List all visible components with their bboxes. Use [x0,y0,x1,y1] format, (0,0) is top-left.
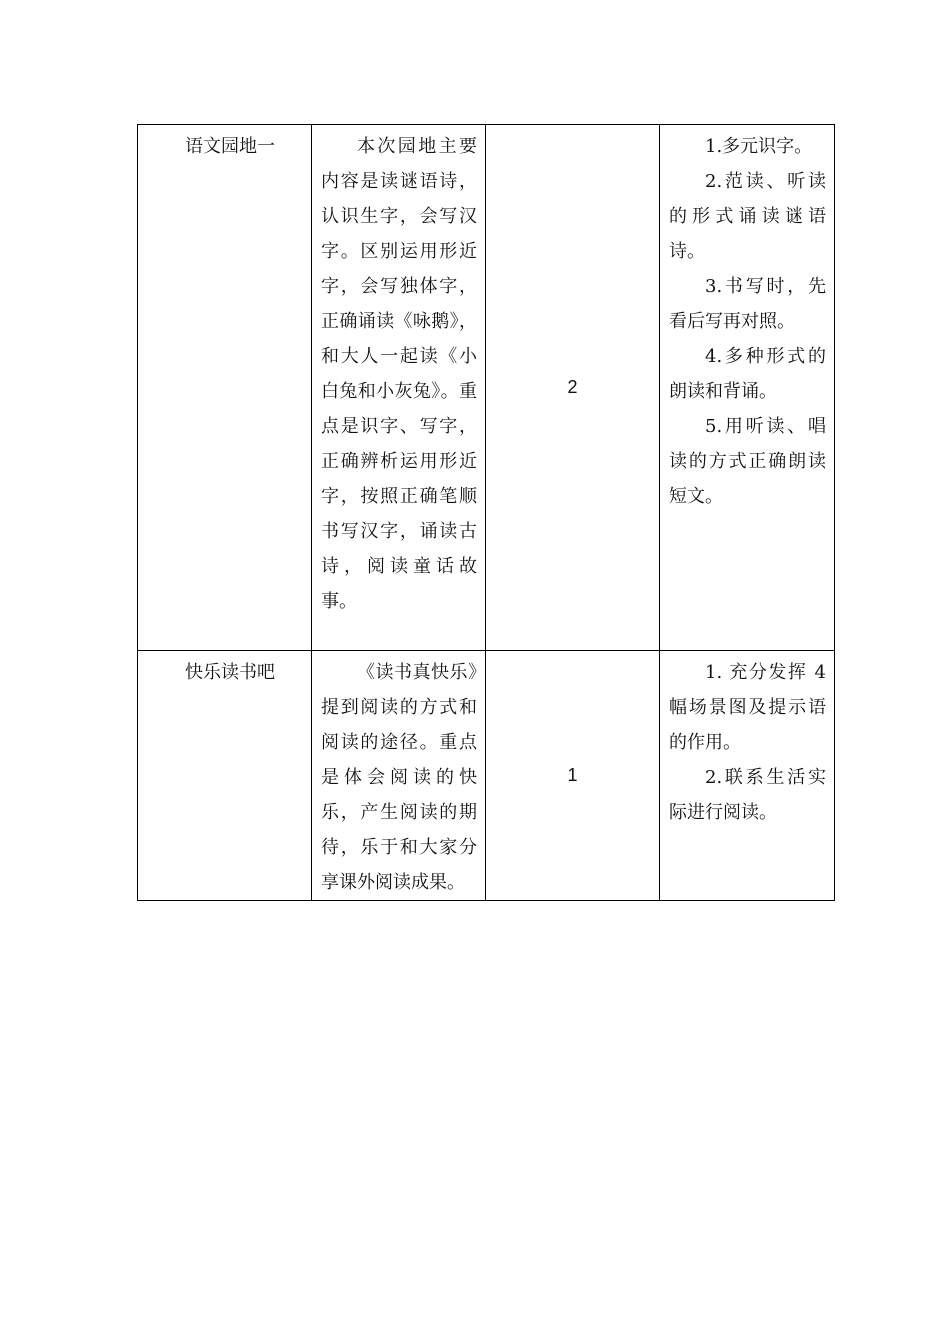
table-row [138,651,835,901]
content-cell [312,651,486,901]
method-item: 5.用听读、唱读的方式正确朗读短文。 [669,416,826,507]
content-cell [312,125,486,651]
methods-cell [660,125,835,651]
method-item: 1. 充分发挥 4 幅场景图及提示语的作用。 [669,662,826,753]
hours-cell: 2 [486,125,660,651]
method-item: 2.范读、听读的形式诵读谜语诗。 [669,171,826,262]
method-item: 2.联系生活实际进行阅读。 [669,767,826,823]
unit-name-cell: 快乐读书吧 [138,651,312,901]
content-text: 《读书真快乐》提到阅读的方式和阅读的途径。重点是体会阅读的快乐，产生阅读的期待，乐于和大家分享课外阅读成果。 [321,662,477,893]
method-item: 3.书写时，先看后写再对照。 [669,276,826,332]
method-item: 1.多元识字。 [705,136,813,157]
lesson-plan-table [137,124,835,901]
methods-cell [660,651,835,901]
method-item: 4.多种形式的朗读和背诵。 [669,346,826,402]
content-text: 本次园地主要内容是读谜语诗，认识生字，会写汉字。区别运用形近字，会写独体字，正确诵读《咏鹅》，和大人一起读《小白兔和小灰兔》。重点是识字、写字，正确辨析运用形近字，按照正确笔顺书写汉字，诵读古诗，阅读童话故事。 [321,136,477,612]
table-row [138,125,835,651]
unit-name-cell: 语文园地一 [138,125,312,651]
hours-cell: 1 [486,651,660,901]
